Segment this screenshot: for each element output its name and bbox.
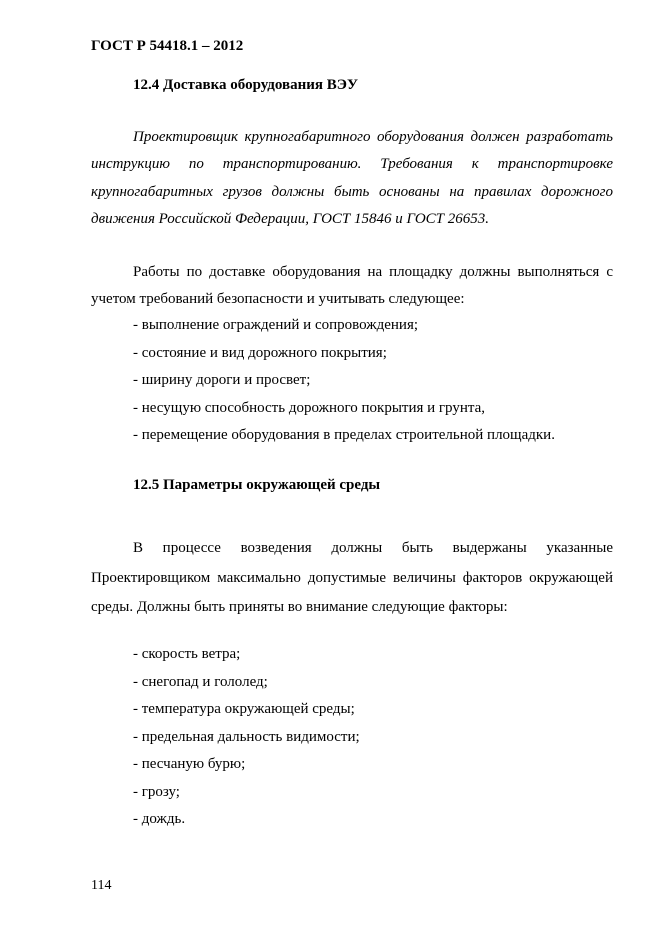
list-item: - состояние и вид дорожного покрытия; [133, 344, 387, 361]
list-item: - скорость ветра; [133, 646, 241, 662]
section-heading-12-5: 12.5 Параметры окружающей среды [133, 477, 381, 493]
list-item: - ширину дороги и просвет; [133, 372, 311, 388]
section-12-4-works-paragraph: Работы по доставке оборудования на площадку должны выполняться с учетом требований безопасности и учитывать следующее: [91, 264, 613, 308]
list-item: - песчаную бурю; [133, 756, 246, 772]
list-item: - предельная дальность видимости; [133, 728, 360, 745]
page-number: 114 [91, 878, 112, 893]
list-item: - температура окружающей среды; [133, 701, 355, 717]
list-item: - дождь. [133, 811, 186, 827]
section-12-4-intro-paragraph: Проектировщик крупногабаритного оборудования должен разработать инструкцию по транспортированию. Требования к транспортировке крупногабаритных грузов должны быть основаны на правилах дорожного движения Российской Федерации, ГОСТ 15846 и ГОСТ 26653. [91, 129, 613, 228]
list-item: - грозу; [133, 783, 180, 800]
section-12-4-list [133, 312, 555, 450]
list-item: - несущую способность дорожного покрытия и грунта, [133, 399, 486, 416]
document-header: ГОСТ Р 54418.1 – 2012 [91, 38, 244, 54]
section-heading-12-4: 12.4 Доставка оборудования ВЭУ [133, 77, 358, 93]
list-item: - снегопад и гололед; [133, 673, 268, 690]
list-item: - перемещение оборудования в пределах строительной площадки. [133, 427, 555, 443]
section-12-5-paragraph: В процессе возведения должны быть выдержаны указанные Проектировщиком максимально допустимые величины факторов окружающей среды. Должны быть приняты во внимание следующие факторы: [91, 540, 613, 615]
list-item: - выполнение ограждений и сопровождения; [133, 317, 419, 333]
section-12-5-list [133, 641, 360, 834]
